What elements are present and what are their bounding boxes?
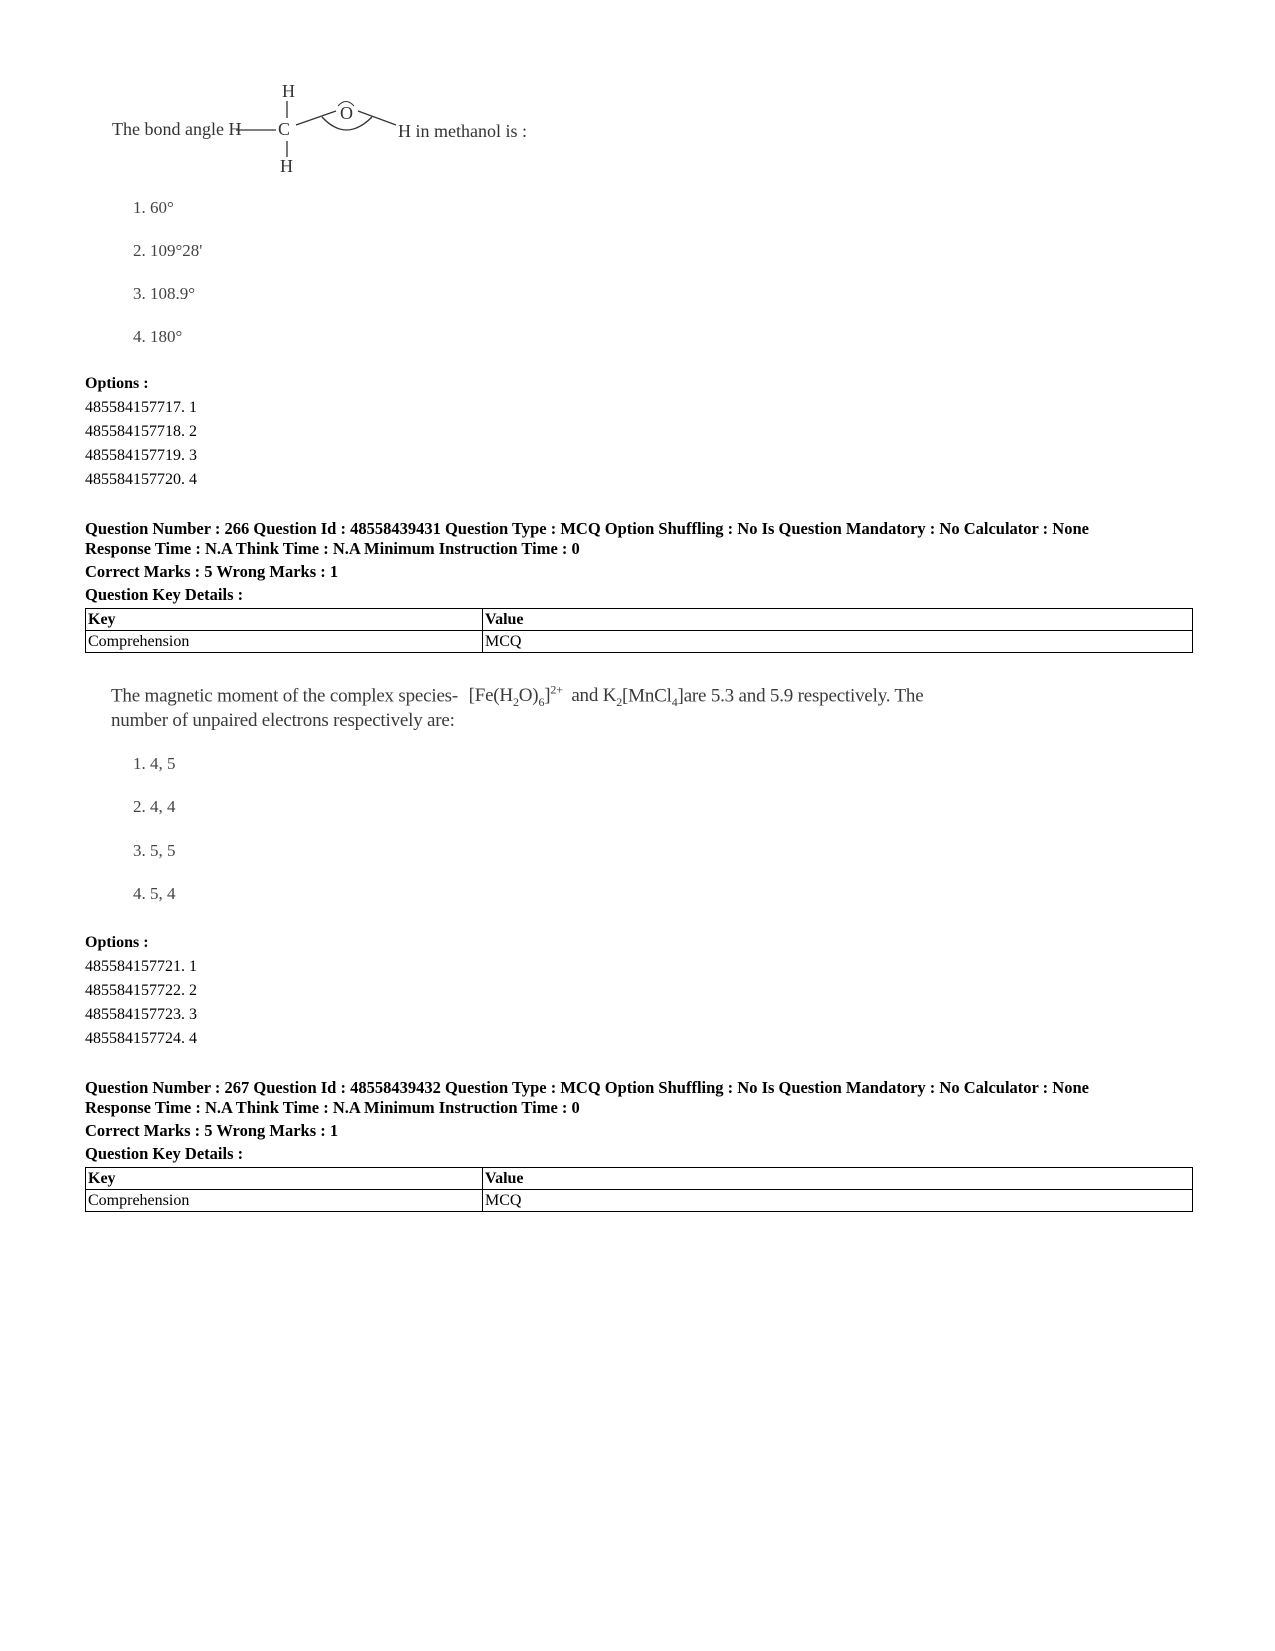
q266-formula-2-a: [MnCl — [622, 685, 672, 707]
q265-atom-h-bottom: H — [280, 156, 293, 176]
q266-formula-1 — [468, 683, 563, 710]
q265-atom-h-top: H — [282, 81, 295, 101]
q265-options-block — [85, 372, 197, 492]
q265-choice-1: 1. 60° — [133, 198, 174, 217]
q267-meta-line2: Response Time : N.A Think Time : N.A Minimum Instruction Time : 0 — [85, 1098, 580, 1117]
q266-formula-1-sub1: 2 — [512, 695, 519, 710]
q266-option-1: 485584157721. 1 — [85, 958, 197, 975]
q266-options-block — [85, 931, 197, 1051]
q265-choice-3: 3. 108.9° — [133, 284, 196, 303]
q267-meta-line1: Question Number : 267 Question Id : 48558439432 Question Type : MCQ Option Shuffling : No Is Question Mandatory : No Calculator : None — [85, 1078, 1089, 1097]
table-row — [86, 1190, 1193, 1212]
q266-formula-1-a: [Fe(H — [468, 685, 513, 707]
q265-option-2: 485584157718. 2 — [85, 423, 197, 440]
table-row — [86, 631, 1193, 653]
q267-key-details-label: Question Key Details : — [85, 1144, 244, 1163]
table-row — [86, 609, 1193, 631]
q266-formula-1-sup: 2+ — [550, 683, 563, 697]
q265-stem-suffix: H in methanol is : — [398, 121, 527, 141]
q265-question-image — [100, 75, 560, 190]
q266-option-4: 485584157724. 4 — [85, 1030, 197, 1047]
q266-table-cell-value: MCQ — [483, 631, 1193, 653]
q265-option-1: 485584157717. 1 — [85, 399, 197, 416]
q265-choice-4: 4. 180° — [133, 327, 183, 346]
q267-marks: Correct Marks : 5 Wrong Marks : 1 — [85, 1121, 339, 1140]
q266-table-header-value: Value — [483, 609, 1193, 631]
q266-key-details-label: Question Key Details : — [85, 585, 244, 604]
q266-meta-line2: Response Time : N.A Think Time : N.A Minimum Instruction Time : 0 — [85, 539, 580, 558]
q266-stem-line2: number of unpaired electrons respectively are: — [111, 710, 455, 731]
q266-formula-2-sub1: 2 — [616, 695, 623, 710]
q267-header — [85, 1078, 1089, 1164]
q266-key-table — [85, 608, 1193, 653]
q266-meta-line1: Question Number : 266 Question Id : 48558439431 Question Type : MCQ Option Shuffling : No Is Question Mandatory : No Calculator : None — [85, 519, 1089, 538]
q266-options-label: Options : — [85, 934, 149, 951]
q266-stem-and: and K — [571, 685, 617, 707]
q267-table-header-key: Key — [86, 1168, 483, 1190]
q266-marks: Correct Marks : 5 Wrong Marks : 1 — [85, 562, 339, 581]
q267-table-cell-value: MCQ — [483, 1190, 1193, 1212]
q266-formula-2-b: ] — [677, 685, 684, 707]
q266-choice-2: 2. 4, 4 — [133, 797, 176, 816]
q266-formula-1-c: ] — [544, 685, 551, 707]
q266-question-text — [111, 683, 923, 710]
q265-bond-diagram — [100, 75, 560, 190]
q266-stem-part1: The magnetic moment of the complex species- — [111, 685, 459, 707]
q266-formula-1-b: O) — [518, 685, 539, 707]
q266-option-2: 485584157722. 2 — [85, 982, 197, 999]
q266-header — [85, 519, 1089, 605]
q266-stem-part2: are 5.3 and 5.9 respectively. The — [683, 685, 924, 707]
q266-formula-2-sub2: 4 — [671, 695, 678, 710]
q266-choice-4: 4. 5, 4 — [133, 884, 176, 903]
q265-choice-2: 2. 109°28' — [133, 241, 203, 260]
q266-table-cell-key: Comprehension — [86, 631, 483, 653]
q266-formula-1-sub2: 6 — [538, 695, 545, 710]
q265-option-4: 485584157720. 4 — [85, 471, 197, 488]
q267-table-header-value: Value — [483, 1168, 1193, 1190]
q266-option-3: 485584157723. 3 — [85, 1006, 197, 1023]
q266-choice-1: 1. 4, 5 — [133, 754, 176, 773]
q265-option-3: 485584157719. 3 — [85, 447, 197, 464]
q267-table-cell-key: Comprehension — [86, 1190, 483, 1212]
q266-table-header-key: Key — [86, 609, 483, 631]
q265-atom-c: C — [278, 119, 291, 139]
q265-options-label: Options : — [85, 375, 149, 392]
table-row — [86, 1168, 1193, 1190]
q265-atom-o: O — [340, 103, 353, 123]
q265-stem-prefix: The bond angle H — [112, 119, 242, 139]
q267-key-table — [85, 1167, 1193, 1212]
q266-choice-3: 3. 5, 5 — [133, 841, 176, 860]
